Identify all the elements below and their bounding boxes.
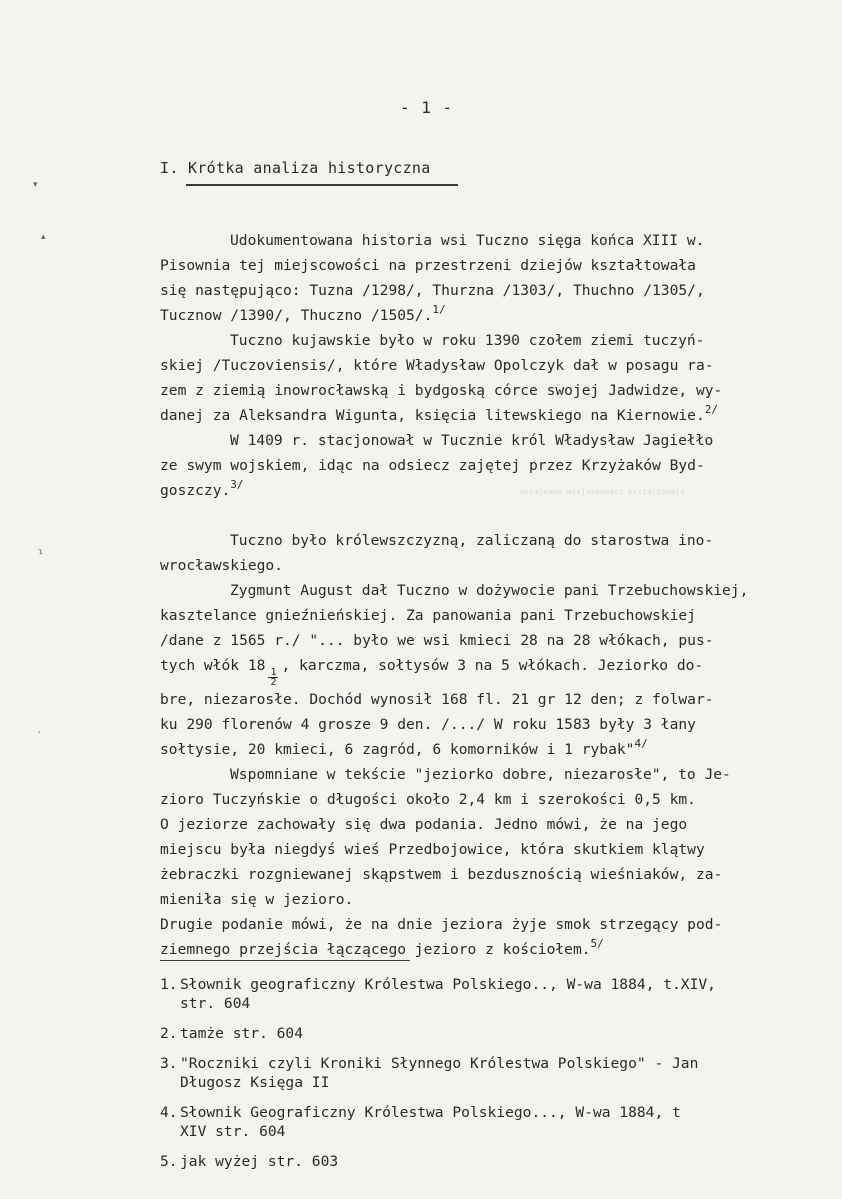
footnote-text: XIV str. 604	[180, 1123, 286, 1140]
footnote-text: tamże str. 604	[180, 1025, 304, 1042]
fraction-numerator: 1	[270, 667, 277, 678]
margin-mark: ʾ	[38, 731, 41, 741]
text-fragment: , karczma, sołtysów 3 na 5 włókach. Jeziorko do-	[281, 657, 704, 674]
footnotes	[160, 975, 828, 1182]
footnote-number: 2.	[160, 1025, 178, 1042]
text-line: /dane z 1565 r./ "... było we wsi kmieci 28 na 28 włókach, pus-	[160, 632, 714, 649]
footnote-text: "Roczniki czyli Kroniki Słynnego Królestwa Polskiego" - Jan	[180, 1055, 699, 1072]
text-line: Wspomniane w tekście "jeziorko dobre, niezarosłe", to Je-	[230, 766, 731, 783]
text-line: żebraczki rozgniewanej skąpstwem i bezdusznością wieśniaków, za-	[160, 866, 723, 883]
text-line: mieniła się w jezioro.	[160, 891, 354, 908]
text-line: goszczy.	[160, 482, 231, 499]
paragraph-1	[160, 228, 828, 328]
footnote-item	[160, 1152, 828, 1171]
footnote-separator	[160, 960, 410, 961]
paragraph-5	[160, 578, 828, 762]
text-line: ku 290 florenów 4 grosze 9 den. /.../ W roku 1583 były 3 łany	[160, 716, 696, 733]
footnote-text: Słownik Geograficzny Królestwa Polskiego..., W-wa 1884, t	[180, 1104, 681, 1121]
footnote-ref: 4/	[634, 737, 648, 750]
text-line: zioro Tuczyńskie o długości około 2,4 km i szerokości 0,5 km.	[160, 791, 696, 808]
paragraph-2	[160, 328, 828, 428]
section-heading: I. Krótka analiza historyczna	[160, 159, 431, 177]
margin-mark: ɿ	[38, 547, 43, 557]
text-fragment: tych włók 18	[160, 657, 266, 674]
paragraph-3	[160, 428, 828, 503]
fraction	[268, 668, 278, 687]
footnote-ref: 3/	[230, 478, 244, 491]
footnote-item	[160, 975, 828, 1013]
footnote-text: Słownik geograficzny Królestwa Polskiego.., W-wa 1884, t.XIV,	[180, 976, 716, 993]
margin-mark: ▴	[41, 232, 46, 242]
text-line: Pisownia tej miejscowości na przestrzeni dziejów kształtowała	[160, 257, 696, 274]
footnote-ref: 5/	[590, 937, 604, 950]
footnote-ref: 2/	[704, 403, 718, 416]
paragraph-4	[160, 528, 828, 578]
text-line: sołtysie, 20 kmieci, 6 zagród, 6 komorników i 1 rybak"	[160, 741, 635, 758]
text-line: O jeziorze zachowały się dwa podania. Jedno mówi, że na jego	[160, 816, 688, 833]
footnote-text: str. 604	[180, 995, 251, 1012]
text-line: Udokumentowana historia wsi Tuczno sięga końca XIII w.	[230, 232, 705, 249]
footnote-ref: 1/	[432, 303, 446, 316]
footnote-number: 1.	[160, 976, 178, 993]
fraction-line	[160, 653, 828, 687]
text-line: zem z ziemią inowrocławską i bydgoską córce swojej Jadwidze, wy-	[160, 382, 723, 399]
heading-underline	[186, 184, 458, 186]
footnote-item	[160, 1054, 828, 1092]
footnote-item	[160, 1024, 828, 1043]
text-line: się następująco: Tuzna /1298/, Thurzna /1303/, Thuchno /1305/,	[160, 282, 705, 299]
footnote-number: 5.	[160, 1153, 178, 1170]
text-line: wrocławskiego.	[160, 557, 284, 574]
text-line: Zygmunt August dał Tuczno w dożywocie pani Trzebuchowskiej,	[230, 582, 749, 599]
text-line: skiej /Tuczoviensis/, które Władysław Opolczyk dał w posagu ra-	[160, 357, 714, 374]
footnote-text: jak wyżej str. 603	[180, 1153, 339, 1170]
text-line: ze swym wojskiem, idąc na odsiecz zajętej przez Krzyżaków Byd-	[160, 457, 705, 474]
footnote-text: Długosz Księga II	[180, 1074, 330, 1091]
footnote-item	[160, 1103, 828, 1141]
text-line: W 1409 r. stacjonował w Tucznie król Władysław Jagiełło	[230, 432, 714, 449]
paragraph-6	[160, 762, 828, 962]
text-line: ziemnego przejścia łączącego jezioro z kościołem.	[160, 941, 591, 958]
bleed-through-text: orzajemne miejscowości ksztaltowala	[520, 488, 686, 496]
text-line: kasztelance gnieźnieńskiej. Za panowania pani Trzebuchowskiej	[160, 607, 696, 624]
text-line: bre, niezarosłe. Dochód wynosił 168 fl. 21 gr 12 den; z folwar-	[160, 691, 714, 708]
text-line: danej za Aleksandra Wigunta, księcia litewskiego na Kiernowie.	[160, 407, 705, 424]
text-line: Tuczno kujawskie było w roku 1390 czołem ziemi tuczyń-	[230, 332, 705, 349]
text-line: Tuczno było królewszczyzną, zaliczaną do starostwa ino-	[230, 532, 714, 549]
body-text	[160, 228, 828, 962]
footnote-number: 3.	[160, 1055, 178, 1072]
fraction-denominator: 2	[270, 677, 277, 688]
text-line: Tucznow /1390/, Thuczno /1505/.	[160, 307, 433, 324]
footnote-number: 4.	[160, 1104, 178, 1121]
page-number: - 1 -	[400, 98, 454, 117]
text-line: Drugie podanie mówi, że na dnie jeziora żyje smok strzegący pod-	[160, 916, 723, 933]
text-line: miejscu była niegdyś wieś Przedbojowice, która skutkiem klątwy	[160, 841, 705, 858]
margin-mark: ▾	[33, 180, 38, 190]
